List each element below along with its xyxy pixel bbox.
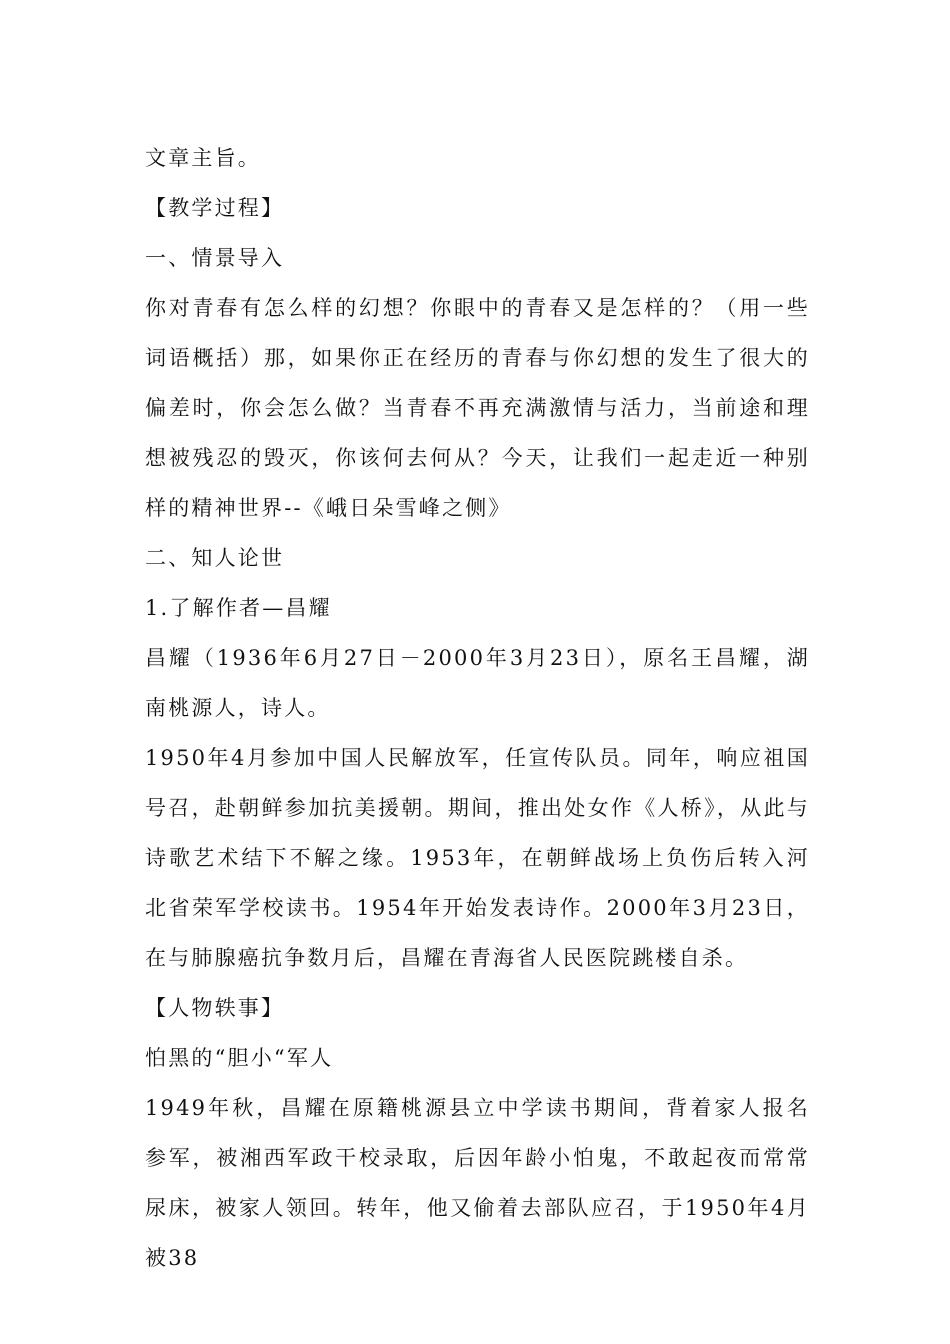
heading-scene-intro: 一、情景导入 <box>145 246 285 270</box>
paragraph-anecdote: 1949年秋，昌耀在原籍桃源县立中学读书期间，背着家人报名参军，被湘西军政干校录取，后因年龄小怕鬼，不敢起夜而常常尿床，被家人领回。转年，他又偷着去部队应召，于1950年4月被38 <box>145 1096 810 1270</box>
subheading-author: 1.了解作者—昌耀 <box>145 596 332 620</box>
paragraph-theme: 文章主旨。 <box>145 146 261 170</box>
subheading-anecdote-title: 怕黑的“胆小“军人 <box>145 1046 334 1070</box>
heading-know-author: 二、知人论世 <box>145 546 285 570</box>
paragraph-author-bio: 昌耀（1936年6月27日－2000年3月23日），原名王昌耀，湖南桃源人，诗人。 <box>145 646 810 720</box>
heading-anecdotes: 【人物轶事】 <box>145 996 285 1020</box>
paragraph-author-career: 1950年4月参加中国人民解放军，任宣传队员。同年，响应祖国号召，赴朝鲜参加抗美援朝。期间，推出处女作《人桥》，从此与诗歌艺术结下不解之缘。1953年，在朝鲜战场上负伤后转入河北省荣军学校读书。1954年开始发表诗作。2000年3月23日，在与肺腺癌抗争数月后，昌耀在青海省人民医院跳楼自杀。 <box>145 746 810 970</box>
heading-teaching-process: 【教学过程】 <box>145 196 285 220</box>
paragraph-intro: 你对青春有怎么样的幻想？你眼中的青春又是怎样的？（用一些词语概括）那，如果你正在经历的青春与你幻想的发生了很大的偏差时，你会怎么做？当青春不再充满激情与活力，当前途和理想被残忍的毁灭，你该何去何从？今天，让我们一起走近一种别样的精神世界--《峨日朵雪峰之侧》 <box>145 296 810 520</box>
document-body <box>145 133 810 1283</box>
